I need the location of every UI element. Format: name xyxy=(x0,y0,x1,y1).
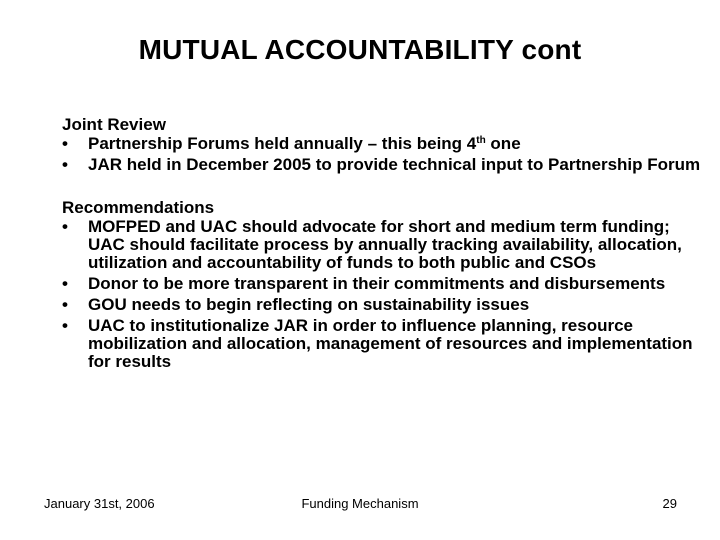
bullet-item xyxy=(62,218,702,272)
bullet-list xyxy=(62,135,702,174)
bullet-item xyxy=(62,156,702,174)
bullet-item xyxy=(62,135,702,153)
bullet-item xyxy=(62,317,702,371)
bullet-text: MOFPED and UAC should advocate for short and medium term funding; UAC should facilitate process by annually tracking availability, allocation, utilization and accountability of funds to both public and CSOs xyxy=(88,217,682,272)
bullet-text: Donor to be more transparent in their commitments and disbursements xyxy=(88,274,666,293)
section-heading: Recommendations xyxy=(62,198,215,217)
bullet-text-after: one xyxy=(485,134,521,153)
section-heading: Joint Review xyxy=(62,115,166,134)
bullet-icon: • xyxy=(62,217,68,236)
footer-title: Funding Mechanism xyxy=(301,496,419,511)
bullet-icon: • xyxy=(62,134,68,153)
bullet-item xyxy=(62,296,702,314)
bullet-icon: • xyxy=(62,316,68,335)
bullet-text: Partnership Forums held annually – this being 4 xyxy=(88,134,477,153)
bullet-text: GOU needs to begin reflecting on sustainability issues xyxy=(88,295,530,314)
bullet-superscript: th xyxy=(476,135,486,146)
footer-page-number: 29 xyxy=(662,496,677,511)
section-joint-review xyxy=(62,114,702,174)
bullet-icon: • xyxy=(62,295,68,314)
slide-content xyxy=(62,114,702,374)
bullet-icon: • xyxy=(62,155,68,174)
bullet-list xyxy=(62,218,702,371)
slide-title: MUTUAL ACCOUNTABILITY cont xyxy=(138,34,582,65)
bullet-text: UAC to institutionalize JAR in order to influence planning, resource mobilization and allocation, management of resources and implementation for results xyxy=(88,316,693,371)
section-recommendations xyxy=(62,197,702,371)
footer-date: January 31st, 2006 xyxy=(44,496,155,511)
bullet-item xyxy=(62,275,702,293)
bullet-icon: • xyxy=(62,274,68,293)
bullet-text: JAR held in December 2005 to provide technical input to Partnership Forum xyxy=(88,155,701,174)
